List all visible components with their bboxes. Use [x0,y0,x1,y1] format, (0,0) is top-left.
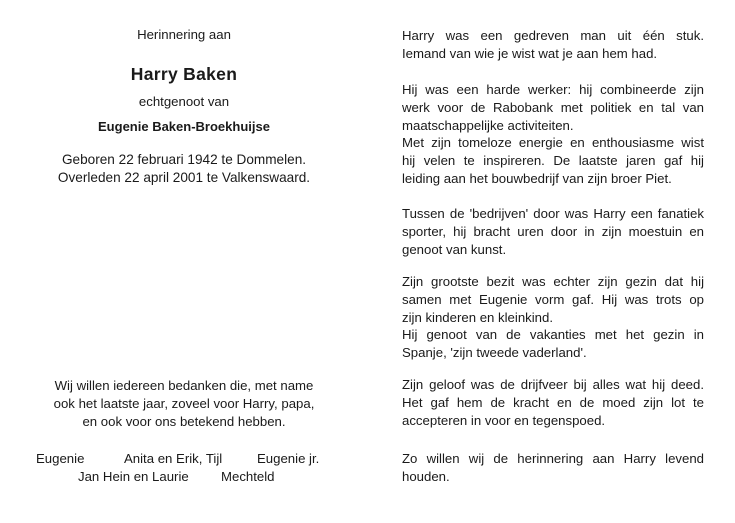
paragraph-line: Met zijn tomeloze energie en enthousiasme wist [402,135,704,151]
memorial-paragraph [402,205,704,258]
spouse-name: Eugenie Baken-Broekhuijse [98,119,270,134]
paragraph-line: houden. [402,468,450,484]
birth-line: Geboren 22 februari 1942 te Dommelen. [61,152,307,167]
intro-text: Herinnering aan [137,27,231,42]
paragraph-line: Het gaf hem de kracht en de moed zijn lot te [402,394,704,410]
memorial-paragraph [402,273,704,362]
paragraph-line: hij velen te inspireren. De laatste jaren gaf hij [402,153,704,169]
death-line: Overleden 22 april 2001 te Valkenswaard. [57,170,311,185]
family-name: Mechteld [221,469,275,484]
spouse-label: echtgenoot van [138,94,230,109]
family-name: Eugenie jr. [257,451,320,466]
paragraph-line: genoot van kunst. [402,241,507,257]
memorial-paragraph [402,376,704,429]
paragraph-line: samen met Eugenie vorm gaf. Hij was trots op [402,291,704,307]
thanks-line: Wij willen iedereen bedanken die, met name [54,378,314,393]
paragraph-line: Zo willen wij de herinnering aan Harry levend [402,451,704,466]
paragraph-line: Zijn geloof was de drijfveer bij alles wat hij deed. [402,377,704,392]
thanks-line: ook het laatste jaar, zoveel voor Harry, papa, [53,396,315,411]
paragraph-line: maatschappelijke activiteiten. [402,117,574,133]
paragraph-line: Iemand van wie je wist wat je aan hem had. [402,45,658,61]
paragraph-line: Harry was een gedreven man uit één stuk. [402,28,704,43]
paragraph-line: zijn kinderen en kleinkind. [402,309,554,325]
memorial-paragraph [402,81,704,188]
family-name: Jan Hein en Laurie [78,469,189,484]
memorial-paragraph [402,450,704,486]
paragraph-line: Hij genoot van de vakanties met het gezin in [402,327,704,343]
paragraph-line: Tussen de 'bedrijven' door was Harry een fanatiek [402,206,704,221]
memorial-paragraph [402,27,704,63]
paragraph-line: Zijn grootste bezit was echter zijn gezin dat hij [402,274,704,289]
paragraph-line: Hij was een harde werker: hij combineerde zijn [402,82,704,97]
family-name: Anita en Erik, Tijl [124,451,223,466]
paragraph-line: werk voor de Rabobank met politiek en tal van [402,99,704,115]
paragraph-line: leiding aan het bouwbedrijf van zijn broer Piet. [402,170,672,186]
paragraph-line: Spanje, 'zijn tweede vaderland'. [402,345,587,361]
deceased-name: Harry Baken [130,64,238,84]
thanks-line: en ook voor ons betekend hebben. [82,414,286,429]
paragraph-line: sporter, hij bracht uren door in zijn moestuin en [402,223,704,239]
family-name: Eugenie [36,451,85,466]
paragraph-line: accepteren in voor en tegenspoed. [402,412,606,428]
